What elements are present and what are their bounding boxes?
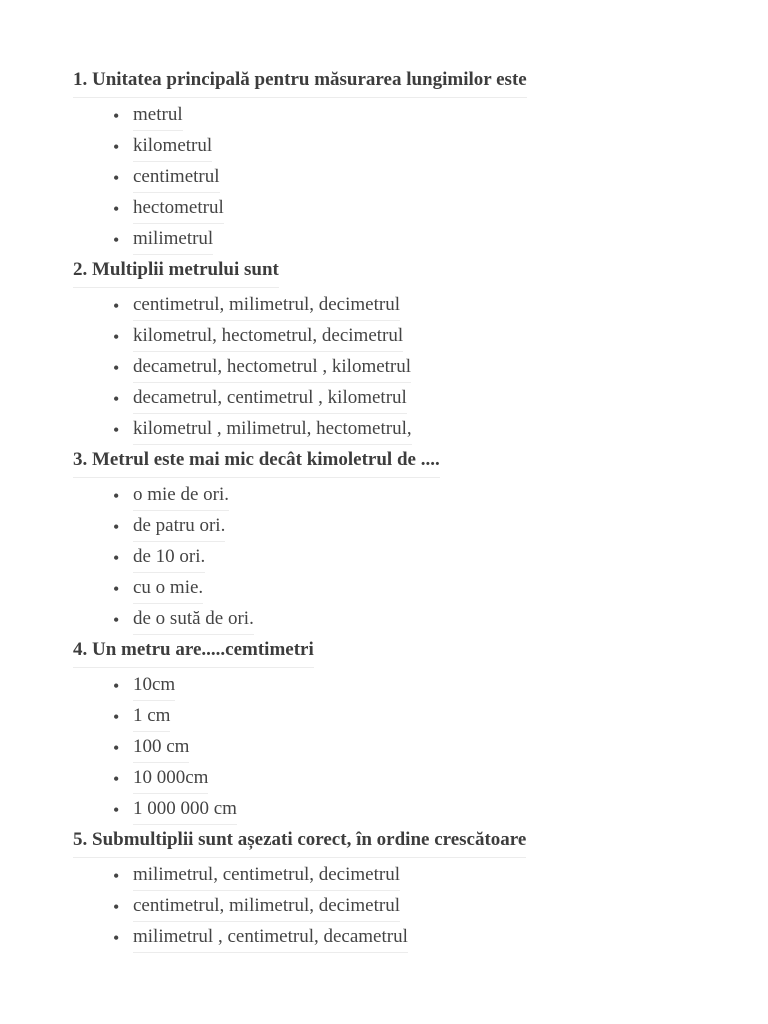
answer-list (73, 291, 733, 446)
answer-item (113, 322, 733, 353)
answer-text: milimetrul (133, 228, 213, 255)
answer-list (73, 101, 733, 256)
question-title: 5. Submultiplii sunt așezati corect, în ordine crescătoare (73, 826, 526, 858)
answer-item (113, 163, 733, 194)
answer-text: kilometrul, hectometrul, decimetrul (133, 325, 403, 352)
answer-item (113, 671, 733, 702)
answer-text: de 10 ori. (133, 546, 205, 573)
answer-item (113, 861, 733, 892)
answer-item (113, 353, 733, 384)
bullet-icon: • (113, 928, 120, 948)
answer-text: hectometrul (133, 197, 224, 224)
answer-list (73, 481, 733, 636)
bullet-icon: • (113, 769, 120, 789)
bullet-icon: • (113, 707, 120, 727)
question-1 (73, 66, 733, 256)
answer-item (113, 923, 733, 954)
bullet-icon: • (113, 897, 120, 917)
bullet-icon: • (113, 106, 120, 126)
answer-text: 10 000cm (133, 767, 208, 794)
bullet-icon: • (113, 579, 120, 599)
question-4 (73, 636, 733, 826)
answer-text: 100 cm (133, 736, 189, 763)
answer-item (113, 764, 733, 795)
answer-item (113, 101, 733, 132)
answer-text: kilometrul , milimetrul, hectometrul, (133, 418, 412, 445)
answer-text: 1 000 000 cm (133, 798, 237, 825)
answer-item (113, 512, 733, 543)
question-title: 1. Unitatea principală pentru măsurarea lungimilor este (73, 66, 527, 98)
answer-list (73, 671, 733, 826)
answer-item (113, 574, 733, 605)
answer-text: centimetrul, milimetrul, decimetrul (133, 895, 400, 922)
answer-item (113, 733, 733, 764)
answer-text: milimetrul, centimetrul, decimetrul (133, 864, 400, 891)
answer-text: 1 cm (133, 705, 170, 732)
answer-text: de o sută de ori. (133, 608, 254, 635)
answer-item (113, 481, 733, 512)
bullet-icon: • (113, 800, 120, 820)
answer-item (113, 291, 733, 322)
answer-item (113, 892, 733, 923)
answer-text: o mie de ori. (133, 484, 229, 511)
bullet-icon: • (113, 327, 120, 347)
question-title: 2. Multiplii metrului sunt (73, 256, 279, 288)
quiz-document (73, 66, 733, 954)
answer-text: decametrul, hectometrul , kilometrul (133, 356, 411, 383)
answer-text: decametrul, centimetrul , kilometrul (133, 387, 407, 414)
answer-item (113, 605, 733, 636)
bullet-icon: • (113, 296, 120, 316)
bullet-icon: • (113, 486, 120, 506)
question-2 (73, 256, 733, 446)
bullet-icon: • (113, 168, 120, 188)
answer-text: 10cm (133, 674, 175, 701)
answer-text: cu o mie. (133, 577, 203, 604)
answer-text: metrul (133, 104, 183, 131)
bullet-icon: • (113, 517, 120, 537)
answer-list (73, 861, 733, 954)
bullet-icon: • (113, 610, 120, 630)
bullet-icon: • (113, 676, 120, 696)
bullet-icon: • (113, 137, 120, 157)
answer-item (113, 194, 733, 225)
bullet-icon: • (113, 199, 120, 219)
answer-item (113, 415, 733, 446)
answer-text: kilometrul (133, 135, 212, 162)
answer-item (113, 543, 733, 574)
answer-text: centimetrul, milimetrul, decimetrul (133, 294, 400, 321)
answer-item (113, 384, 733, 415)
answer-text: de patru ori. (133, 515, 225, 542)
answer-text: milimetrul , centimetrul, decametrul (133, 926, 408, 953)
bullet-icon: • (113, 738, 120, 758)
answer-item (113, 702, 733, 733)
answer-item (113, 795, 733, 826)
question-title: 4. Un metru are.....cemtimetri (73, 636, 314, 668)
question-3 (73, 446, 733, 636)
answer-text: centimetrul (133, 166, 220, 193)
bullet-icon: • (113, 358, 120, 378)
bullet-icon: • (113, 389, 120, 409)
question-title: 3. Metrul este mai mic decât kimoletrul de .... (73, 446, 440, 478)
bullet-icon: • (113, 866, 120, 886)
question-5 (73, 826, 733, 954)
bullet-icon: • (113, 548, 120, 568)
bullet-icon: • (113, 230, 120, 250)
answer-item (113, 132, 733, 163)
answer-item (113, 225, 733, 256)
bullet-icon: • (113, 420, 120, 440)
